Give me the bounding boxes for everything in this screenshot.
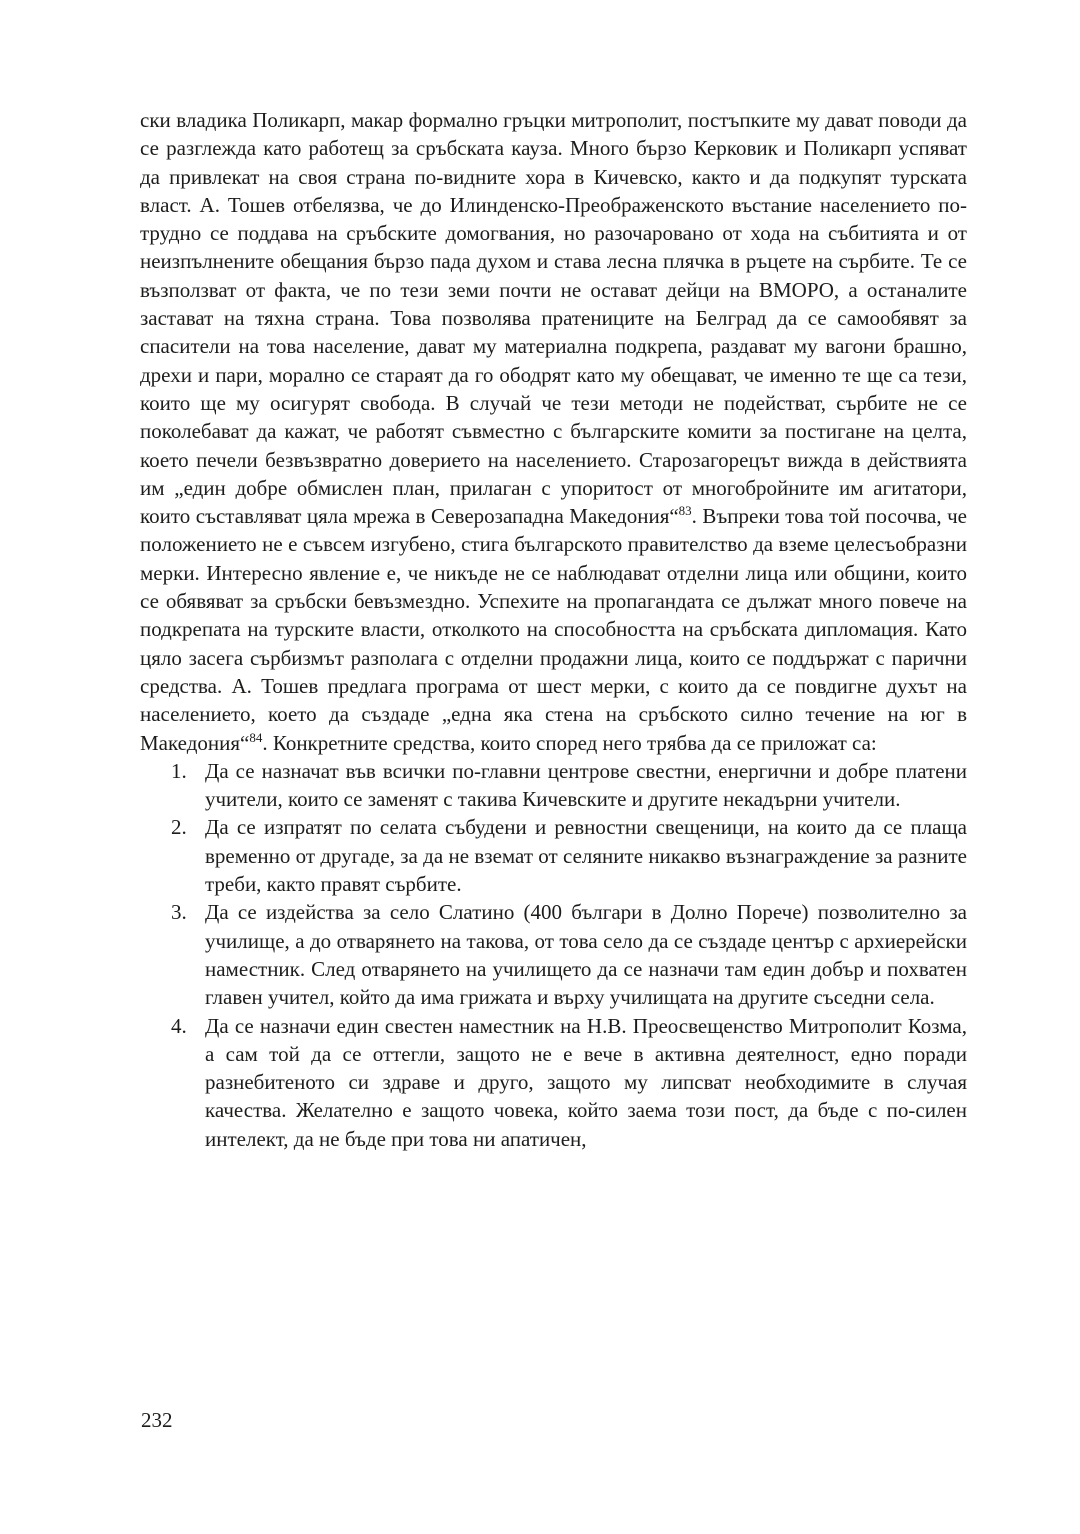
list-item-number: 1.: [171, 758, 187, 783]
page-number: 232: [141, 1408, 173, 1432]
list-item-text: Да се изпратят по селата събудени и ревностни свещеници, на които да се плаща временно от другаде, за да не вземат от селяните никакво възнаграждение за разните треби, както правят сърбите.: [205, 815, 967, 897]
list-item: [140, 1012, 967, 1153]
list-item-number: 3.: [171, 900, 187, 925]
main-paragraph: [140, 106, 967, 757]
measures-list: [140, 757, 967, 1153]
list-item-number: 4.: [171, 1013, 187, 1038]
paragraph-text-1: ски владика Поликарп, макар формално гръцки митрополит, постъпките му дават поводи да се разглежда като работещ за сръбската кауза. Много бързо Керковик и Поликарп успяват да привлекат на своя страна по-видните хора в Кичевско, както и да подкупят турската власт. А. Тошев отбелязва, че до Илинденско-Преображенското въстание населението по-трудно се поддава на сръбските домогвания, но разочаровано от хода на събитията и от неизпълнените обещания бързо пада духом и става лесна плячка в ръцете на сърбите. Те се възползват от факта, че по тези земи почти не остават дейци на ВМОРО, а останалите застават на тяхна страна. Това позволява пратениците на Белград да се самообявят за спасители на това население, дават му материална подкрепа, раздават му вагони брашно, дрехи и пари, морално се стараят да го ободрят като му обещават, че именно те ще са тези, които ще му осигурят свобода. В случай че тези методи не подействат, сърбите не се поколебават да кажат, че работят съвместно с българските комити за постигане на целта, което печели безвъзвратно доверието на населението. Старозагорецът вижда в действията им „един добре обмислен план, прилаган с упоритост от многобройните им агитатори, които съставляват цяла мрежа в Северозападна Македония“: [140, 108, 967, 529]
paragraph-text-2: . Въпреки това той посочва, че положението не е съвсем изгубено, стига българското правителство да вземе целесъобразни мерки. Интересно явление е, че никъде не се наблюдават отделни лица или общини, които се обявяват за сръбски бевъзмездно. Успехите на пропагандата се дължат много повече на подкрепата на турските власти, отколкото на способността на сръбската дипломация. Като цяло засега сърбизмът разполага с отделни продажни лица, които се поддържат с парични средства. А. Тошев предлага програма от шест мерки, с които да се повдигне духът на населението, което да създаде „една яка стена на сръбското силно течение на юг в Македония“: [140, 504, 967, 755]
paragraph-text-3: . Конкретните средства, които според него трябва да се приложат са:: [262, 730, 877, 755]
list-item-text: Да се издейства за село Слатино (400 българи в Долно Порече) позволително за училище, а до отварянето на такова, от това село да се създаде център с архиерейски наместник. След отварянето на училището да се назначи там един добър и похватен главен учител, който да има грижата и върху училищата на другите съседни села.: [205, 900, 967, 1010]
footnote-ref-83: 83: [678, 503, 692, 519]
list-item-text: Да се назначат във всички по-главни центрове свестни, енергични и добре платени учители, които се заменят с такива Кичевските и другите некадърни учители.: [205, 758, 967, 812]
list-item-number: 2.: [171, 815, 187, 840]
list-item: [140, 813, 967, 898]
list-item-text: Да се назначи един свестен наместник на Н.В. Преосвещенство Митрополит Козма, а сам той да се оттегли, защото не е вече в активна деятелност, едно поради разнебитеното си здраве и друго, защото му липсват необходимите в случая качества. Желателно е защото човека, който заема този пост, да бъде с по-силен интелект, да не бъде при това ни апатичен,: [205, 1013, 967, 1151]
list-item: [140, 898, 967, 1011]
text-block: [140, 106, 967, 1153]
list-item: [140, 757, 967, 814]
footnote-ref-84: 84: [249, 729, 263, 745]
